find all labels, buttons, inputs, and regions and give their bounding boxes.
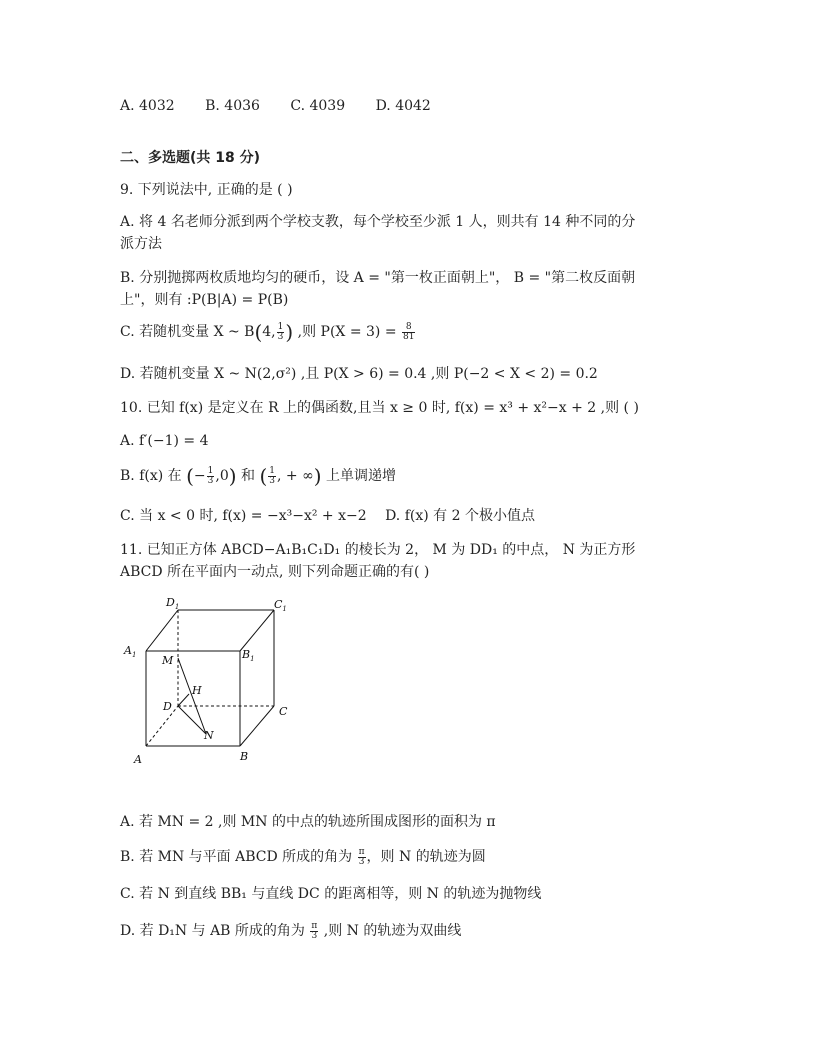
q9-c-prefix: C. 若随机变量 X ~ B <box>120 324 255 340</box>
label-c1: $C_1$ <box>274 598 287 613</box>
q11-option-c: C. 若 N 到直线 BB₁ 与直线 DC 的距离相等，则 N 的轨迹为抛物线 <box>120 886 542 902</box>
q8-options <box>120 96 457 116</box>
q9-c-arg: 4, <box>262 324 276 340</box>
q10-option-a: A. f′(−1) = 4 <box>120 433 209 449</box>
q10-b-int1-end: ,0 <box>215 468 229 484</box>
q11-b-fraction: $\frac{\pi}{3}$ <box>358 846 365 867</box>
q11-option-d <box>120 921 461 941</box>
label-d1: $D_1$ <box>166 596 180 611</box>
label-h: H <box>192 684 202 697</box>
label-m: M <box>162 654 174 667</box>
q9-c-result: $\frac{8}{81}$ <box>403 321 415 342</box>
label-b: B <box>240 750 249 763</box>
q11-b-prefix: B. 若 MN 与平面 ABCD 所成的角为 <box>120 849 357 865</box>
q8-option-b: B. 4036 <box>205 98 260 114</box>
q10-option-d: D. f(x) 有 2 个极小值点 <box>385 508 535 524</box>
q9-c-mid: ,则 P(X = 3) = <box>293 324 402 340</box>
q9-option-d: D. 若随机变量 X ~ N(2,σ²) ,且 P(X > 6) = 0.4 ,则 P(−2 < X < 2) = 0.2 <box>120 366 598 382</box>
q8-option-a: A. 4032 <box>120 98 175 114</box>
q11-option-a: A. 若 MN = 2 ,则 MN 的中点的轨迹所围成图形的面积为 π <box>120 814 496 830</box>
q11-option-b <box>120 847 486 867</box>
q10-b-fraction1: $\frac{1}{3}$ <box>207 465 214 486</box>
q9-c-fraction: $\frac{1}{3}$ <box>277 321 284 342</box>
q10-stem: 10. 已知 f(x) 是定义在 R 上的偶函数,且当 x ≥ 0 时, f(x) = x³ + x²−x + 2 ,则 ( ) <box>120 400 639 416</box>
q10-b-suffix: 上单调递增 <box>321 468 397 484</box>
q9-option-c: C. 若随机变量 X ~ B(4, $\frac{1}{3}$ ) ,则 P(X = 3) = $\frac{8}{81}$ <box>120 320 415 344</box>
segment-dn <box>178 706 206 734</box>
q10-b-prefix: B. f(x) 在 <box>120 468 187 484</box>
label-a1: $A_1$ <box>124 644 137 659</box>
q8-option-c: C. 4039 <box>290 98 346 114</box>
q11-stem-line1: 11. 已知正方体 ABCD−A₁B₁C₁D₁ 的棱长为 2， M 为 DD₁ 的中点， N 为正方形 <box>120 542 636 558</box>
q9-option-b-line1: B. 分别抛掷两枚质地均匀的硬币，设 A = "第一枚正面朝上"， B = "第二枚反面朝 <box>120 270 636 286</box>
label-a: A <box>134 753 142 766</box>
q9-option-b-line2: 上"，则有 :P(B|A) = P(B) <box>120 292 289 308</box>
q10-b-fraction2: $\frac{1}{3}$ <box>269 465 275 486</box>
segment-dh <box>178 694 189 706</box>
q10-option-c: C. 当 x < 0 时, f(x) = −x³−x² + x−2 <box>120 508 367 524</box>
q8-option-d: D. 4042 <box>375 98 431 114</box>
q11-d-suffix: ,则 N 的轨迹为双曲线 <box>319 923 462 939</box>
edge-bc <box>240 706 274 746</box>
q11-b-suffix: ，则 N 的轨迹为圆 <box>366 849 486 865</box>
label-b1: $B_1$ <box>242 648 255 663</box>
q10-b-minus: − <box>193 468 206 484</box>
cube-figure <box>118 592 308 772</box>
edge-ad-hidden <box>146 706 178 746</box>
q10-b-and: 和 <box>236 468 260 484</box>
label-n: N <box>204 729 214 742</box>
q10-option-b: B. f(x) 在 (− $\frac{1}{3}$ ,0) 和 ( $\frac{1}{3}$ , + ∞) 上单调递增 <box>120 464 397 488</box>
label-c: C <box>279 705 288 718</box>
q9-option-a-line2: 派方法 <box>120 236 162 252</box>
label-d: D <box>163 700 172 713</box>
q11-d-prefix: D. 若 D₁N 与 AB 所成的角为 <box>120 923 310 939</box>
q9-stem: 9. 下列说法中, 正确的是 ( ) <box>120 182 293 198</box>
q11-d-fraction: $\frac{\pi}{3}$ <box>311 920 318 941</box>
edge-b1c1 <box>240 610 274 651</box>
section-title: 二、多选题(共 18 分) <box>120 150 261 166</box>
q10-b-int2-end: , + ∞ <box>277 468 314 484</box>
q11-stem-line2: ABCD 所在平面内一动点, 则下列命题正确的有( ) <box>120 564 430 580</box>
q10-options-cd <box>120 506 535 526</box>
q9-option-a-line1: A. 将 4 名老师分派到两个学校支教，每个学校至少派 1 人，则共有 14 种不同的分 <box>120 214 636 230</box>
edge-a1d1 <box>146 610 178 651</box>
